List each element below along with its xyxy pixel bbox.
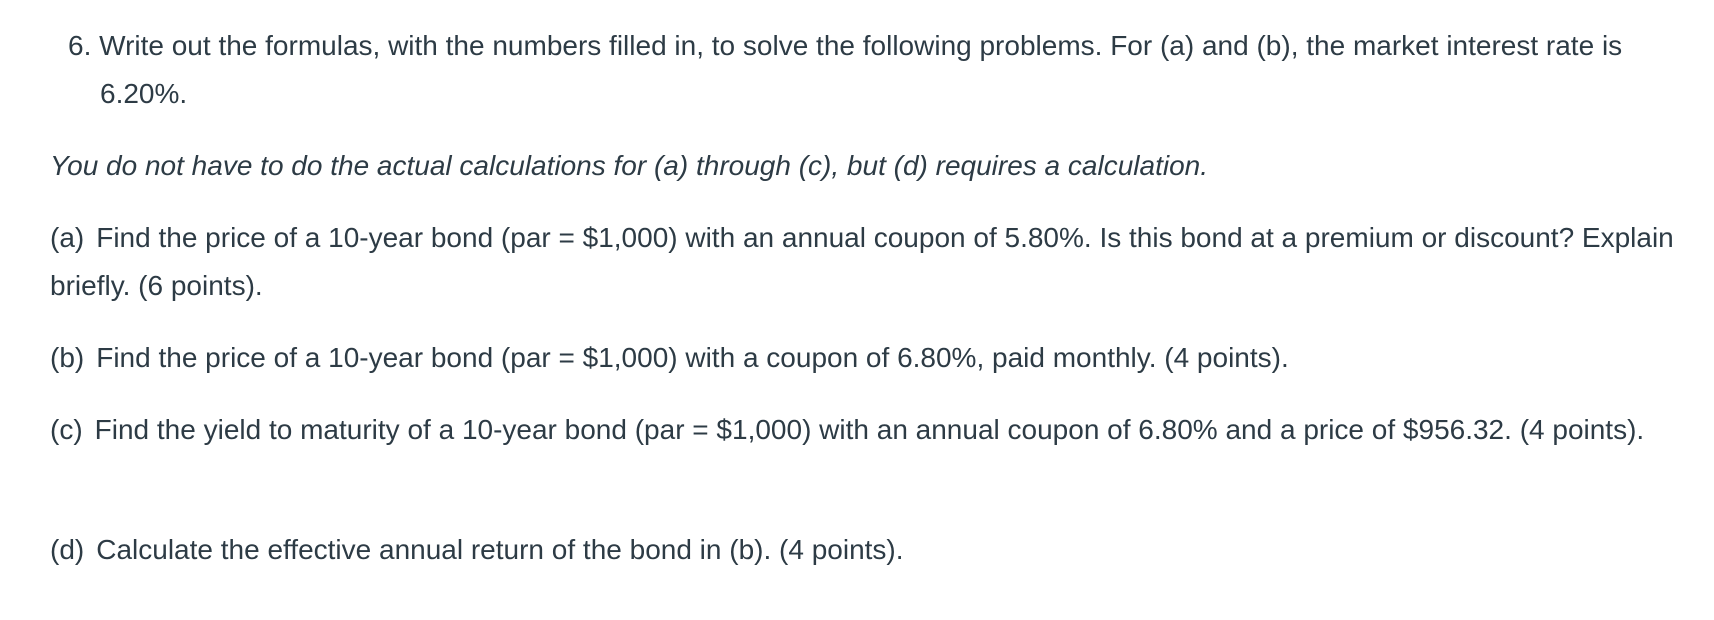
part-d-text: Calculate the effective annual return of the bond in (b). (4 points). — [96, 534, 904, 565]
part-b — [50, 334, 1690, 382]
part-c-label: (c) — [50, 414, 83, 445]
question-number: 6. — [68, 30, 92, 61]
part-d-label: (d) — [50, 534, 85, 565]
part-a-text: Find the price of a 10-year bond (par = $1,000) with an annual coupon of 5.80%. Is this bond at a premium or discount? Explain briefly. (6 points). — [50, 222, 1674, 301]
part-b-text: Find the price of a 10-year bond (par = $1,000) with a coupon of 6.80%, paid monthly. (4 points). — [96, 342, 1289, 373]
part-d — [50, 526, 1690, 574]
question-heading — [68, 22, 1700, 118]
part-c-text: Find the yield to maturity of a 10-year bond (par = $1,000) with an annual coupon of 6.80% and a price of $956.32. (4 points). — [94, 414, 1645, 445]
part-b-label: (b) — [50, 342, 85, 373]
part-a — [50, 214, 1690, 310]
question-prompt: Write out the formulas, with the numbers filled in, to solve the following problems. For (a) and (b), the market interest rate is 6.20%. — [99, 30, 1623, 109]
instruction-text: You do not have to do the actual calculations for (a) through (c), but (d) requires a calculation. — [50, 150, 1208, 181]
part-c — [50, 406, 1690, 454]
part-a-label: (a) — [50, 222, 85, 253]
